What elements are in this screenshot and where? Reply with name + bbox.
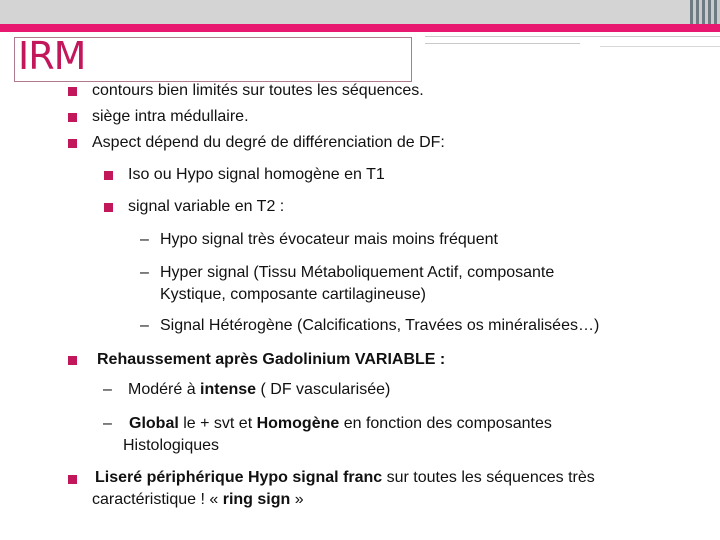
bullet-text: siège intra médullaire.	[92, 108, 249, 125]
text-run-bold: Liseré périphérique Hypo signal franc	[95, 469, 383, 486]
decorative-line	[425, 43, 580, 44]
dash-item-text	[129, 414, 552, 434]
text-run: Modéré à	[128, 381, 201, 398]
bullet-square-icon	[68, 475, 77, 484]
decorative-line	[600, 46, 720, 47]
slide-title: IRM	[18, 34, 86, 78]
bullet-text-bold: Rehaussement après Gadolinium VARIABLE :	[97, 351, 446, 368]
text-run: »	[290, 491, 304, 508]
bullet-text	[95, 468, 595, 488]
dash-marker: –	[140, 264, 149, 281]
bullet-square-icon	[68, 356, 77, 365]
text-run-bold: intense	[200, 381, 257, 398]
bullet-square-icon	[68, 139, 77, 148]
dash-item-text: Signal Hétérogène (Calcifications, Travées os minéralisées…)	[160, 317, 600, 334]
bullet-square-icon	[68, 113, 77, 122]
top-accent-band	[0, 24, 720, 32]
sub-bullet-text: signal variable en T2 :	[128, 198, 285, 215]
dash-item-text-continued: Kystique, composante cartilagineuse)	[160, 286, 426, 303]
bullet-square-icon	[104, 171, 113, 180]
bullet-text: contours bien limités sur toutes les séquences.	[92, 82, 424, 99]
text-run: le + svt et	[178, 415, 257, 432]
text-run: ( DF vascularisée)	[256, 381, 391, 398]
dash-marker: –	[140, 231, 149, 248]
text-run: sur toutes les séquences très	[382, 469, 595, 486]
text-run-bold: Homogène	[256, 415, 340, 432]
bullet-text: Aspect dépend du degré de différenciation de DF:	[92, 134, 445, 151]
top-gray-band	[0, 0, 720, 24]
corner-decoration	[690, 0, 720, 24]
dash-marker: –	[140, 317, 149, 334]
bullet-square-icon	[68, 87, 77, 96]
sub-bullet-text: Iso ou Hypo signal homogène en T1	[128, 166, 385, 183]
dash-item-text: Hyper signal (Tissu Métaboliquement Actif, composante	[160, 264, 555, 281]
dash-item-text	[128, 380, 390, 400]
dash-marker: –	[103, 415, 112, 432]
dash-marker: –	[103, 381, 112, 398]
dash-item-text: Hypo signal très évocateur mais moins fréquent	[160, 231, 498, 248]
text-run: en fonction des composantes	[339, 415, 552, 432]
text-run: caractéristique ! «	[92, 491, 223, 508]
bullet-square-icon	[104, 203, 113, 212]
bullet-text-continued	[92, 490, 304, 510]
text-run-bold: ring sign	[222, 491, 291, 508]
dash-item-text-continued: Histologiques	[123, 437, 220, 454]
text-run-bold: Global	[129, 415, 179, 432]
decorative-line	[425, 36, 720, 37]
